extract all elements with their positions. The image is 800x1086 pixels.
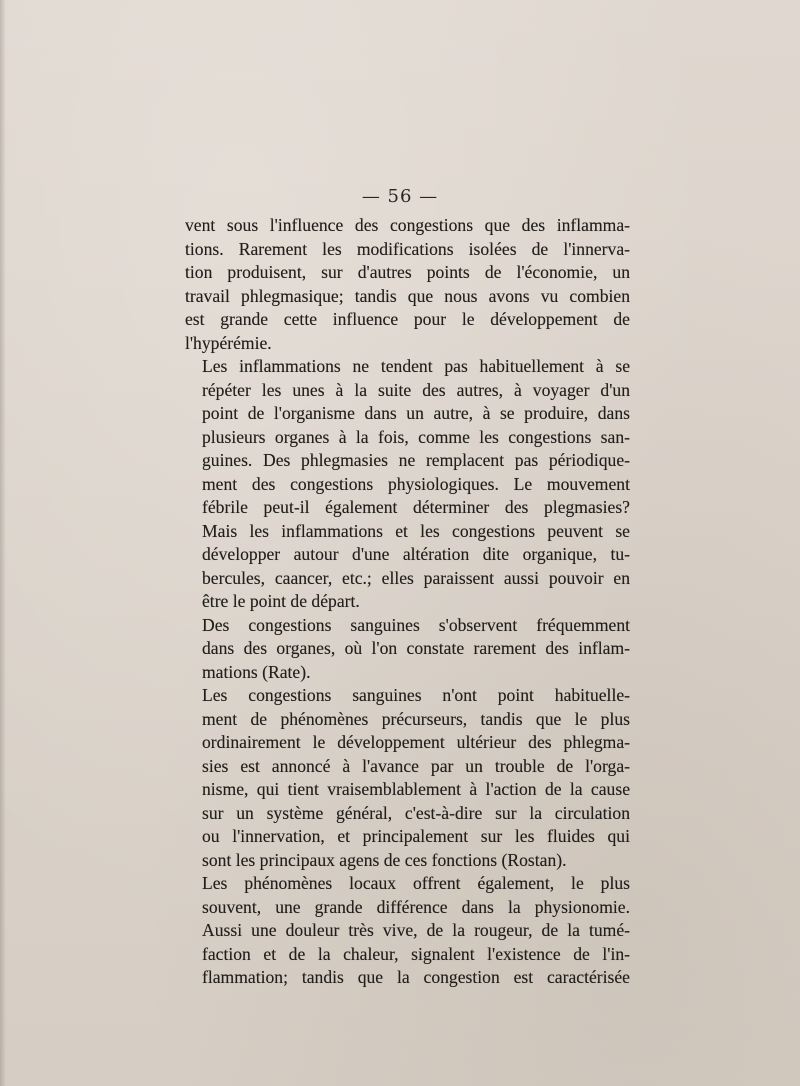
- page-edge-shadow: [0, 0, 6, 1086]
- text-line: souvent, une grande différence dans la physionomie.: [202, 896, 630, 917]
- text-line: guines. Des phlegmasies ne remplacent pas périodique-: [202, 450, 630, 470]
- text-line: sur un système général, c'est-à-dire sur la circulation: [202, 802, 630, 823]
- text-line: mations (Rate).: [202, 661, 311, 682]
- text-line: Aussi une douleur très vive, de la rougeur, de la tumé-: [202, 920, 630, 940]
- text-line: plusieurs organes à la fois, comme les congestions san-: [202, 426, 630, 447]
- text-line: ment des congestions physiologiques. Le mouvement: [202, 473, 630, 494]
- text-line: sont les principaux agens de ces fonctions (Rostan).: [202, 849, 567, 870]
- text-line: nisme, qui tient vraisemblablement à l'action de la cause: [202, 779, 630, 799]
- paragraph: [185, 214, 630, 355]
- text-line: ment de phénomènes précurseurs, tandis que le plus: [202, 708, 630, 729]
- text-line: tion produisent, sur d'autres points de l'économie, un: [185, 262, 630, 282]
- paragraph: [185, 614, 630, 685]
- text-line: tions. Rarement les modifications isolées de l'innerva-: [185, 238, 630, 259]
- paragraph: [185, 355, 630, 614]
- text-line: sies est annoncé à l'avance par un trouble de l'orga-: [202, 755, 630, 776]
- text-line: fébrile peut-il également déterminer des plegmasies?: [202, 497, 630, 517]
- text-line: Les congestions sanguines n'ont point habituelle-: [202, 685, 630, 705]
- text-line: ordinairement le développement ultérieur des phlegma-: [202, 732, 630, 752]
- text-line: vent sous l'influence des congestions que des inflamma-: [185, 215, 630, 235]
- text-line: Des congestions sanguines s'observent fréquemment: [202, 614, 630, 635]
- text-line: ou l'innervation, et principalement sur les fluides qui: [202, 826, 630, 846]
- paragraph: [185, 872, 630, 990]
- body-text: [185, 214, 630, 990]
- text-line: Mais les inflammations et les congestions peuvent se: [202, 520, 630, 541]
- text-line: dans des organes, où l'on constate rarement des inflam-: [202, 638, 630, 658]
- text-line: développer autour d'une altération dite organique, tu-: [202, 544, 630, 564]
- text-line: Les inflammations ne tendent pas habituellement à se: [202, 356, 630, 376]
- page-number: — 56 —: [361, 186, 439, 207]
- text-line: l'hypérémie.: [185, 332, 272, 353]
- paragraph: [185, 684, 630, 872]
- text-line: travail phlegmasique; tandis que nous avons vu combien: [185, 285, 630, 306]
- text-line: être le point de départ.: [202, 591, 360, 611]
- text-line: flammation; tandis que la congestion est caractérisée: [202, 967, 630, 987]
- text-line: répéter les unes à la suite des autres, à voyager d'un: [202, 379, 630, 400]
- text-line: Les phénomènes locaux offrent également, le plus: [202, 873, 630, 893]
- text-line: faction et de la chaleur, signalent l'existence de l'in-: [202, 943, 630, 964]
- text-line: bercules, caancer, etc.; elles paraissent aussi pouvoir en: [202, 567, 630, 588]
- text-line: point de l'organisme dans un autre, à se produire, dans: [202, 403, 630, 423]
- text-line: est grande cette influence pour le développement de: [185, 309, 630, 329]
